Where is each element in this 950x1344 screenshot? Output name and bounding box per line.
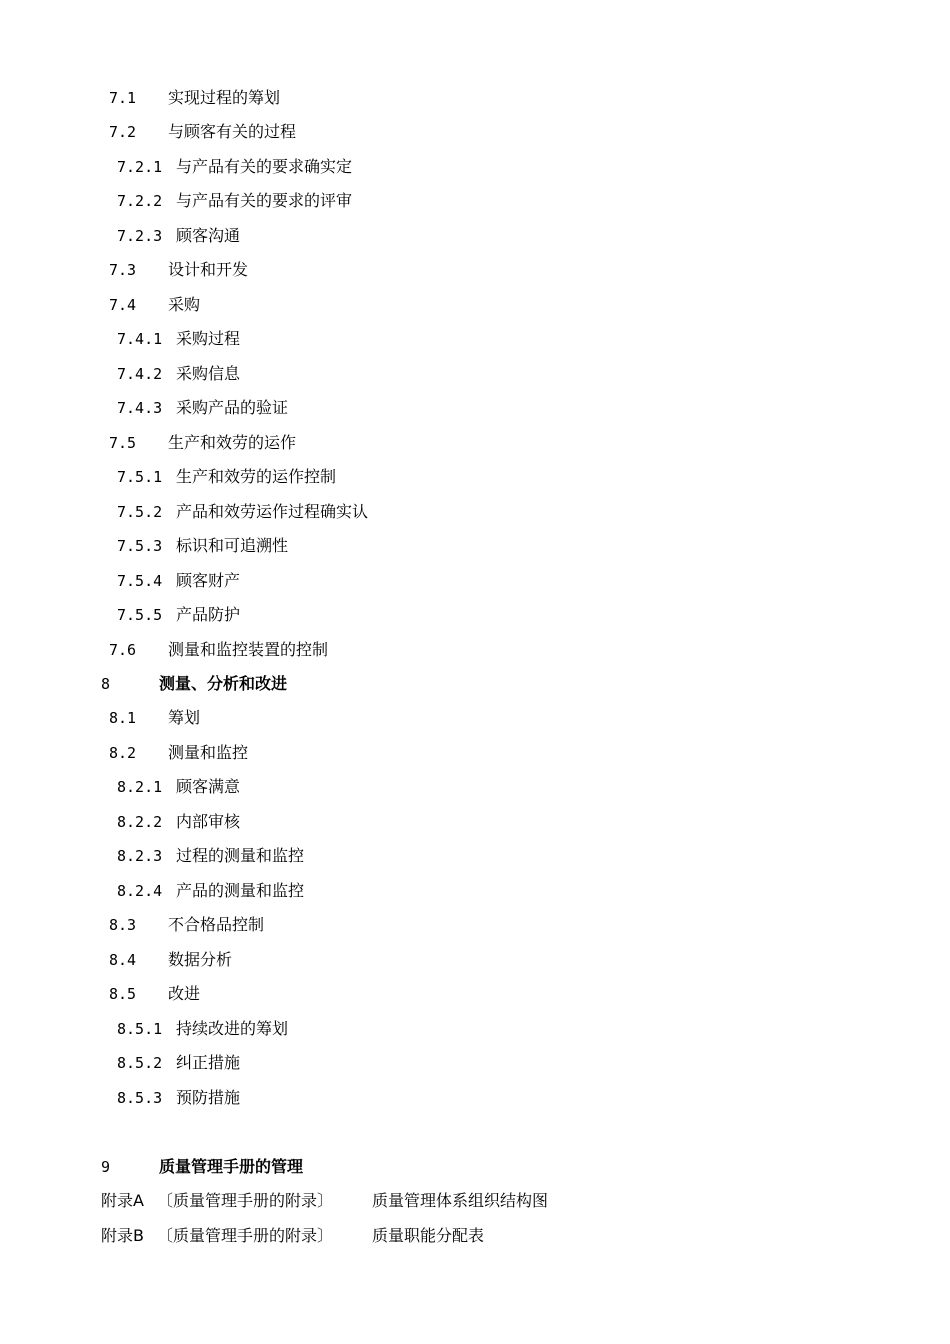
toc-entry-title: 纠正措施 — [176, 1053, 241, 1072]
toc-entry-number: 8.2.4 — [117, 882, 163, 900]
toc-entry-title: 采购 — [168, 295, 201, 314]
toc-entry-number: 7.4.2 — [117, 365, 163, 383]
toc-entry-number: 7.2.1 — [117, 158, 163, 176]
toc-entry-title: 内部审核 — [176, 812, 241, 831]
toc-entry-number: 9 — [101, 1158, 111, 1176]
toc-entry-number: 7.5.2 — [117, 503, 163, 521]
toc-entry-title: 测量、分析和改进 — [159, 674, 288, 693]
toc-entry-title: 产品防护 — [176, 605, 241, 624]
toc-entry-number: 7.1 — [109, 89, 137, 107]
toc-entry-number: 7.5.1 — [117, 468, 163, 486]
toc-entry-title: 改进 — [168, 984, 201, 1003]
toc-entry-title: 顾客满意 — [176, 777, 241, 796]
toc-entry-title: 标识和可追溯性 — [176, 536, 289, 555]
toc-entry-title: 顾客沟通 — [176, 226, 241, 245]
toc-entry-number: 8.5.2 — [117, 1054, 163, 1072]
toc-entry-number: 8.5.1 — [117, 1020, 163, 1038]
toc-entry-title: 预防措施 — [176, 1088, 241, 1107]
toc-entry-title: 产品的测量和监控 — [176, 881, 305, 900]
appendix-label: 附录A — [101, 1191, 144, 1210]
toc-entry-title: 过程的测量和监控 — [176, 846, 305, 865]
toc-entry-number: 8.2 — [109, 744, 137, 762]
appendix-note: 〔质量管理手册的附录〕 — [157, 1226, 334, 1245]
toc-entry-number: 7.2.3 — [117, 227, 163, 245]
toc-entry-title: 采购过程 — [176, 329, 241, 348]
toc-entry-number: 7.5.5 — [117, 606, 163, 624]
toc-entry-title: 不合格品控制 — [168, 915, 265, 934]
toc-entry-title: 与产品有关的要求确实定 — [176, 157, 353, 176]
appendix-title: 质量职能分配表 — [372, 1226, 485, 1245]
toc-entry-title: 数据分析 — [168, 950, 233, 969]
toc-entry-title: 与顾客有关的过程 — [168, 122, 297, 141]
toc-entry-title: 测量和监控装置的控制 — [168, 640, 329, 659]
toc-entry-title: 设计和开发 — [168, 260, 249, 279]
toc-entry-number: 7.5 — [109, 434, 137, 452]
toc-entry-number: 7.4.3 — [117, 399, 163, 417]
appendix-title: 质量管理体系组织结构图 — [372, 1191, 549, 1210]
toc-entry-number: 8.5 — [109, 985, 137, 1003]
toc-entry-number: 8 — [101, 675, 111, 693]
toc-entry-title: 质量管理手册的管理 — [159, 1157, 304, 1176]
toc-entry-title: 顾客财产 — [176, 571, 241, 590]
toc-entry-title: 筹划 — [168, 708, 201, 727]
toc-entry-number: 8.2.1 — [117, 778, 163, 796]
toc-entry-title: 测量和监控 — [168, 743, 249, 762]
toc-entry-number: 7.2.2 — [117, 192, 163, 210]
toc-entry-number: 8.1 — [109, 709, 137, 727]
appendix-note: 〔质量管理手册的附录〕 — [157, 1191, 334, 1210]
toc-entry-number: 7.5.3 — [117, 537, 163, 555]
toc-entry-title: 采购信息 — [176, 364, 241, 383]
toc-entry-number: 8.2.3 — [117, 847, 163, 865]
toc-entry-title: 采购产品的验证 — [176, 398, 289, 417]
toc-entry-number: 7.2 — [109, 123, 137, 141]
toc-entry-title: 产品和效劳运作过程确实认 — [176, 502, 369, 521]
toc-entry-number: 8.3 — [109, 916, 137, 934]
toc-entry-number: 7.6 — [109, 641, 137, 659]
toc-entry-number: 8.5.3 — [117, 1089, 163, 1107]
toc-entry-number: 7.4 — [109, 296, 137, 314]
toc-entry-number: 8.2.2 — [117, 813, 163, 831]
toc-entry-title: 持续改进的筹划 — [176, 1019, 289, 1038]
toc-entry-title: 生产和效劳的运作控制 — [176, 467, 337, 486]
toc-entry-number: 8.4 — [109, 951, 137, 969]
toc-entry-number: 7.3 — [109, 261, 137, 279]
toc-entry-number: 7.4.1 — [117, 330, 163, 348]
toc-entry-title: 与产品有关的要求的评审 — [176, 191, 353, 210]
toc-entry-title: 生产和效劳的运作 — [168, 433, 297, 452]
appendix-label: 附录B — [101, 1226, 144, 1245]
toc-entry-number: 7.5.4 — [117, 572, 163, 590]
toc-entry-title: 实现过程的筹划 — [168, 88, 281, 107]
